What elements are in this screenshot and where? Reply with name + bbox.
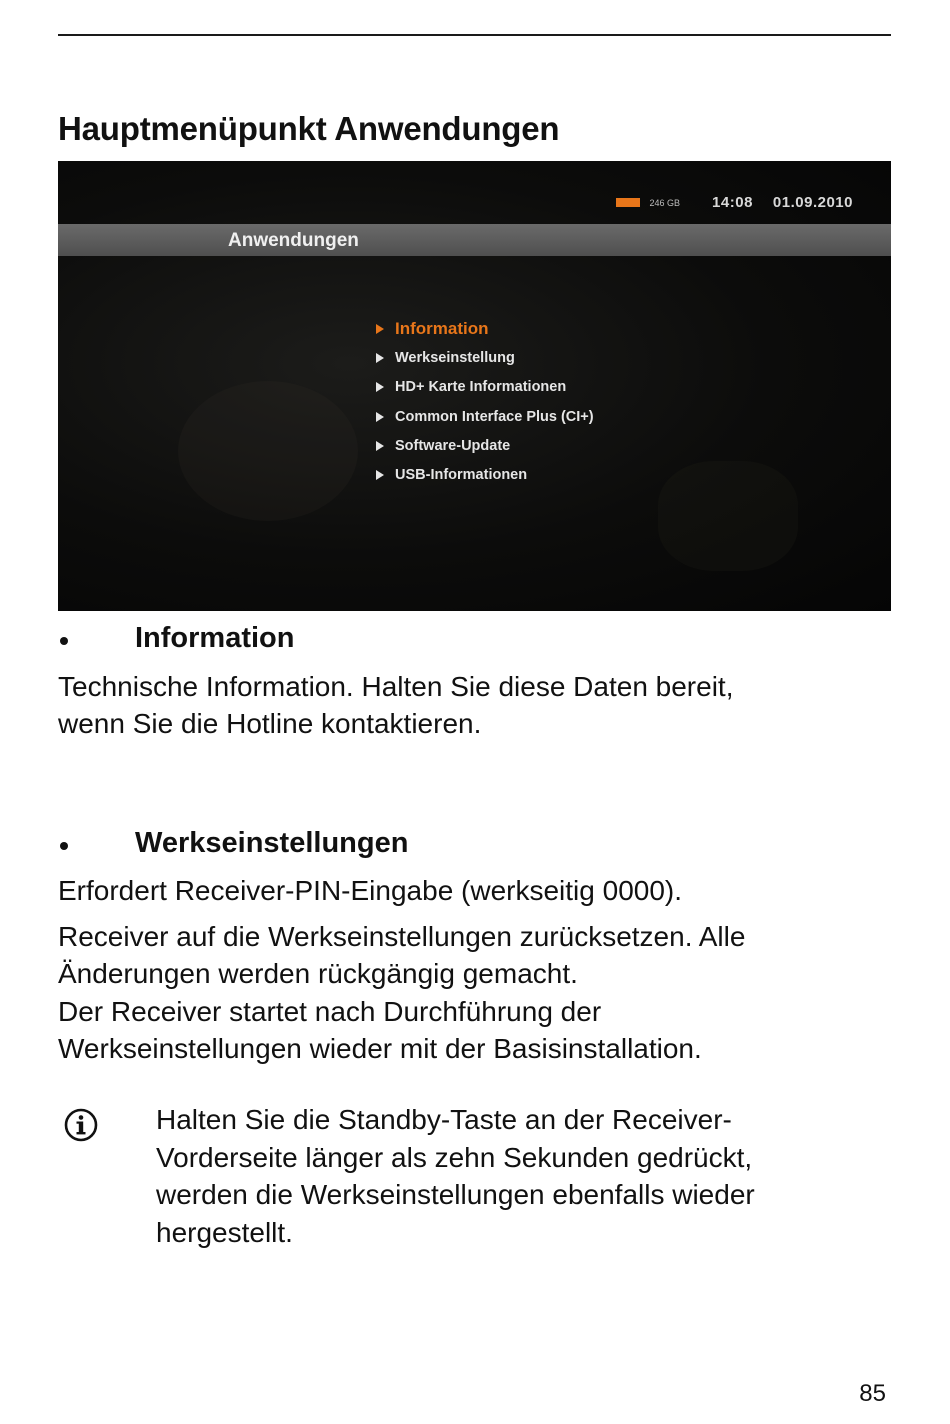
- info-icon: [64, 1108, 98, 1142]
- bullet-information: [58, 637, 68, 645]
- background-shape: [178, 381, 358, 521]
- menu-item-label: Software-Update: [395, 437, 511, 454]
- page-number: 85: [859, 1380, 886, 1407]
- menu-title: Anwendungen: [228, 230, 359, 251]
- werkseinstellungen-pin: Erfordert Receiver-PIN-Eingabe (werkseitig 0000).: [58, 875, 683, 906]
- menu-item-label: Information: [395, 318, 489, 338]
- storage-icon: [616, 198, 640, 207]
- applications-menu: [376, 314, 594, 490]
- background-shape: [658, 461, 798, 571]
- menu-item-information[interactable]: [376, 314, 594, 343]
- menu-item-label: Common Interface Plus (CI+): [395, 408, 594, 425]
- menu-item-werkseinstellung[interactable]: [376, 343, 594, 372]
- arrow-icon: [376, 412, 384, 422]
- note-line: Vorderseite länger als zehn Sekunden gedrückt,: [156, 1141, 753, 1173]
- section-title-information: Information: [135, 622, 295, 654]
- menu-item-label: Werkseinstellung: [395, 349, 515, 366]
- menu-item-usb-informationen[interactable]: [376, 460, 594, 489]
- information-line-1: Technische Information. Halten Sie diese Daten bereit,: [58, 671, 734, 702]
- werkseinstellungen-line-3: Der Receiver startet nach Durchführung der: [58, 996, 602, 1027]
- werkseinstellungen-line-1: Receiver auf die Werkseinstellungen zurücksetzen. Alle: [58, 921, 746, 952]
- top-rule: [58, 34, 891, 36]
- arrow-icon: [376, 441, 384, 451]
- menu-item-common-interface[interactable]: [376, 402, 594, 431]
- menu-item-label: HD+ Karte Informationen: [395, 379, 567, 396]
- menu-item-label: USB-Informationen: [395, 467, 528, 484]
- bullet-icon: [60, 637, 68, 645]
- arrow-icon: [376, 353, 384, 363]
- note-line: werden die Werkseinstellungen ebenfalls wieder: [156, 1179, 755, 1210]
- arrow-icon: [376, 382, 384, 392]
- menu-item-software-update[interactable]: [376, 431, 594, 460]
- menu-title-bar: [58, 224, 891, 256]
- bullet-werkseinstellungen: [58, 842, 68, 850]
- tv-menu-screenshot: [58, 161, 891, 611]
- page-heading: Hauptmenüpunkt Anwendungen: [58, 110, 560, 147]
- status-bar: [616, 194, 853, 211]
- clock: 14:08: [712, 194, 753, 211]
- storage-label: 246 GB: [649, 197, 681, 208]
- werkseinstellungen-line-2: Änderungen werden rückgängig gemacht.: [58, 958, 578, 989]
- arrow-icon: [376, 324, 384, 334]
- date: 01.09.2010: [772, 194, 853, 211]
- menu-item-hd-karte[interactable]: [376, 373, 594, 402]
- note-line: hergestellt.: [156, 1216, 293, 1248]
- bullet-icon: [60, 842, 68, 850]
- werkseinstellungen-line-4: Werkseinstellungen wieder mit der Basisinstallation.: [58, 1033, 702, 1064]
- note-text: [156, 1101, 755, 1251]
- section-title-werkseinstellungen: Werkseinstellungen: [135, 827, 409, 859]
- note-line: Halten Sie die Standby-Taste an der Receiver-: [156, 1104, 732, 1135]
- arrow-icon: [376, 470, 384, 480]
- information-line-2: wenn Sie die Hotline kontaktieren.: [58, 708, 482, 739]
